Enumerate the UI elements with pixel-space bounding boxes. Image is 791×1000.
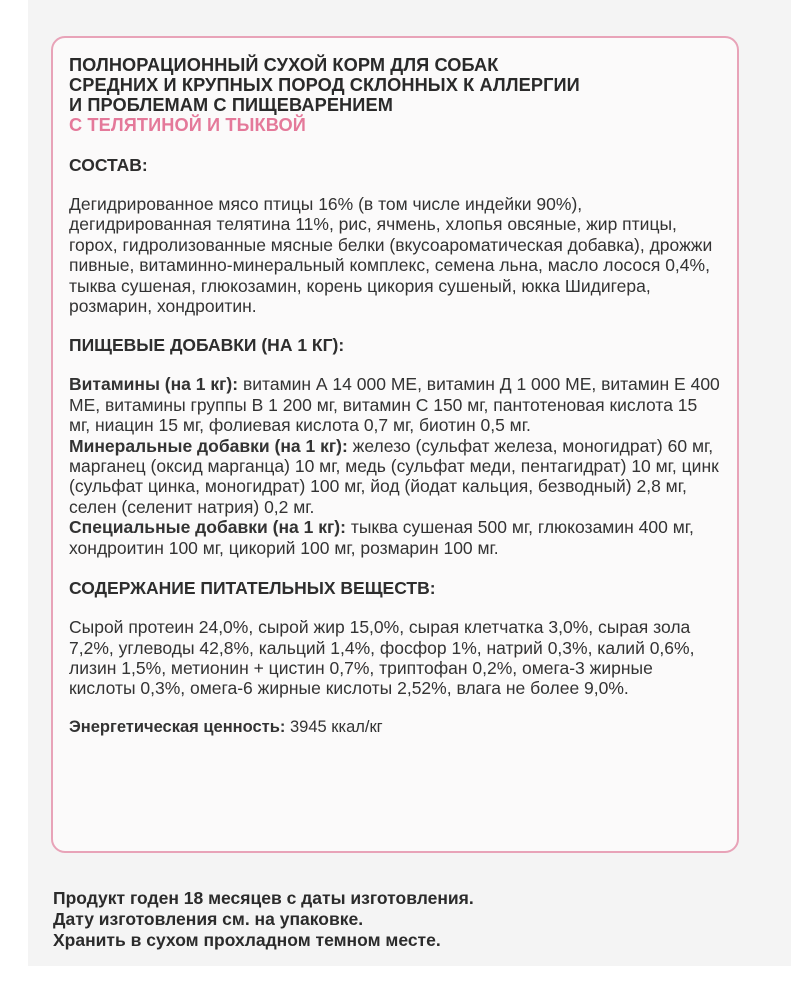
storage-info — [53, 888, 753, 951]
special-additives-text: тыква сушеная 500 мг, глюкозамин 400 мг, хондроитин 100 мг, цикорий 100 мг, розмарин 100 мг. — [69, 517, 694, 558]
energy-paragraph — [69, 717, 723, 737]
minerals-text: железо (сульфат железа, моногидрат) 60 мг, марганец (оксид марганца) 10 мг, медь (сульфат меди, пентагидрат) 10 мг, цинк (сульфат цинка, моногидрат) 100 мг, йод (йодат кальция, безводный) 2,8 мг, селен (селенит натрия) 0,2 мг. — [69, 435, 719, 517]
vitamins-label: Витамины (на 1 кг): — [69, 374, 239, 395]
storage-conditions-line: Хранить в сухом прохладном темном месте. — [53, 930, 441, 950]
shelf-life-line: Продукт годен 18 месяцев с даты изготовления. — [53, 888, 474, 908]
minerals-label: Минеральные добавки (на 1 кг): — [69, 435, 348, 456]
title-line: СРЕДНИХ И КРУПНЫХ ПОРОД СКЛОННЫХ К АЛЛЕРГИИ — [69, 75, 580, 95]
title-flavor: С ТЕЛЯТИНОЙ И ТЫКВОЙ — [69, 115, 306, 135]
energy-value: 3945 ккал/кг — [285, 717, 383, 736]
additives-heading: ПИЩЕВЫЕ ДОБАВКИ (НА 1 КГ): — [69, 335, 345, 356]
composition-heading: СОСТАВ: — [69, 155, 148, 175]
nutrients-heading: СОДЕРЖАНИЕ ПИТАТЕЛЬНЫХ ВЕЩЕСТВ: — [69, 578, 436, 599]
manufacture-date-line: Дату изготовления см. на упаковке. — [53, 909, 364, 929]
title-line: И ПРОБЛЕМАМ С ПИЩЕВАРЕНИЕМ — [69, 95, 393, 115]
vitamins-text: витамин А 14 000 МЕ, витамин Д 1 000 МЕ, витамин Е 400 МЕ, витамины группы В 1 200 мг, витамин С 150 мг, пантотеновая кислота 15 мг, ниацин 15 мг, фолиевая кислота 0,7 мг, биотин 0,5 мг. — [69, 374, 720, 436]
product-info-card — [51, 36, 739, 853]
special-additives-label: Специальные добавки (на 1 кг): — [69, 517, 346, 538]
energy-label: Энергетическая ценность: — [69, 717, 286, 736]
product-title — [69, 55, 723, 135]
minerals-paragraph — [69, 436, 723, 518]
composition-text: Дегидрированное мясо птицы 16% (в том числе индейки 90%), дегидрированная телятина 11%, рис, ячмень, хлопья овсяные, жир птицы, горох, гидролизованные мясные белки (вкусоароматическая добавка), дрожжи пивные, витаминно-минеральный комплекс, семена льна, масло лосося 0,4%, тыква сушеная, глюкозамин, корень цикория сушеный, юкка Шидигера, розмарин, хондроитин. — [69, 194, 713, 317]
nutrients-text: Сырой протеин 24,0%, сырой жир 15,0%, сырая клетчатка 3,0%, сырая зола 7,2%, углеводы 42,8%, кальций 1,4%, фосфор 1%, натрий 0,3%, калий 0,6%, лизин 1,5%, метионин + цистин 0,7%, триптофан 0,2%, омега-3 жирные кислоты 0,3%, омега-6 жирные кислоты 2,52%, влага не более 9,0%. — [69, 617, 695, 699]
special-additives-paragraph — [69, 517, 723, 558]
vitamins-paragraph — [69, 374, 723, 435]
title-line: ПОЛНОРАЦИОННЫЙ СУХОЙ КОРМ ДЛЯ СОБАК — [69, 55, 499, 75]
